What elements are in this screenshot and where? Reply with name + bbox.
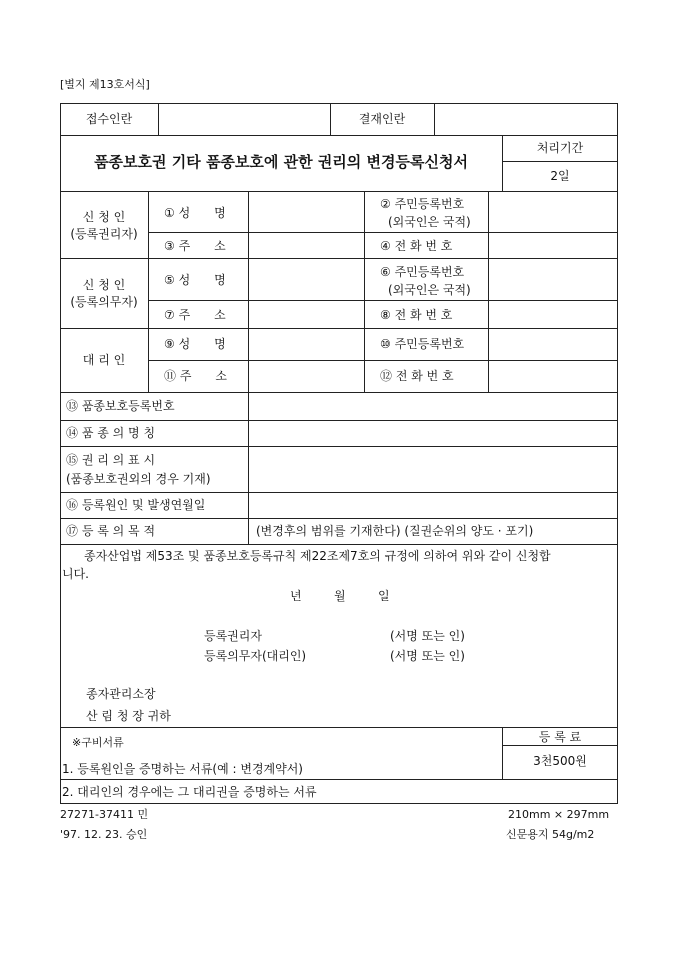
attachment-item-1: 1. 등록원인을 증명하는 서류(예 : 변경계약서) xyxy=(62,762,303,776)
fee-value: 3천500원 xyxy=(533,754,587,768)
attachment-item-2: 2. 대리인의 경우에는 그 대리권을 증명하는 서류 xyxy=(62,785,317,799)
holder-rrn-sublabel: (외국인은 국적) xyxy=(388,215,471,229)
processing-period-value: 2일 xyxy=(550,169,570,183)
holder-signature-field[interactable]: (서명 또는 인) xyxy=(390,629,465,643)
agent-name-label: ⑨ 성 명 xyxy=(164,337,226,351)
attachments-title: ※구비서류 xyxy=(72,736,124,749)
obligor-address-field[interactable] xyxy=(249,301,363,327)
purpose-value: (변경후의 범위를 기재한다) (질권순위의 양도 · 포기) xyxy=(256,524,534,538)
agent-phone-field[interactable] xyxy=(489,361,617,391)
reg-number-label: ⑬ 품종보호등록번호 xyxy=(66,399,175,413)
obligor-signature-field[interactable]: (서명 또는 인) xyxy=(390,649,465,663)
obligor-address-label: ⑦ 주 소 xyxy=(164,308,226,322)
form-title: 품종보호권 기타 품종보호에 관한 권리의 변경등록신청서 xyxy=(94,153,468,171)
purpose-label: ⑰ 등 록 의 목 적 xyxy=(66,524,156,538)
right-display-label: ⑮ 권 리 의 표 시 xyxy=(66,453,156,467)
variety-name-field[interactable] xyxy=(249,421,617,445)
obligor-name-field[interactable] xyxy=(249,259,363,299)
holder-name-field[interactable] xyxy=(249,192,363,231)
declaration-text: 종자산업법 제53조 및 품종보호등록규칙 제22조제7호의 규정에 의하여 위와 같이 신청합 xyxy=(84,549,551,563)
agent-rrn-label: ⑩ 주민등록번호 xyxy=(380,337,465,351)
agent-group-label: 대 리 인 xyxy=(82,353,126,367)
holder-group-sublabel: (등록권리자) xyxy=(70,227,138,241)
approval-stamp-label: 결재인란 xyxy=(358,112,406,126)
holder-address-field[interactable] xyxy=(249,233,363,257)
cause-label: ⑯ 등록원인 및 발생연월일 xyxy=(66,498,206,512)
obligor-group-sublabel: (등록의무자) xyxy=(70,295,138,309)
obligor-phone-field[interactable] xyxy=(489,301,617,327)
obligor-rrn-sublabel: (외국인은 국적) xyxy=(388,283,471,297)
obligor-group-label: 신 청 인 xyxy=(82,278,126,292)
date-month: 월 xyxy=(334,589,346,603)
obligor-signature-label: 등록의무자(대리인) xyxy=(204,649,307,663)
agent-phone-label: ⑫ 전 화 번 호 xyxy=(380,369,454,383)
approval-stamp-field[interactable] xyxy=(435,104,617,134)
cause-field[interactable] xyxy=(249,493,617,517)
right-display-sublabel: (품종보호권외의 경우 기재) xyxy=(66,472,211,486)
paper-type: 신문용지 54g/m2 xyxy=(506,828,595,841)
recipient-line2: 산 림 청 장 귀하 xyxy=(86,709,171,723)
reg-number-field[interactable] xyxy=(249,393,617,419)
holder-rrn-label: ② 주민등록번호 xyxy=(380,197,465,211)
agent-name-field[interactable] xyxy=(249,329,363,359)
approval-date: '97. 12. 23. 승인 xyxy=(60,828,148,841)
holder-address-label: ③ 주 소 xyxy=(164,239,226,253)
processing-period-label: 처리기간 xyxy=(536,141,584,155)
obligor-rrn-label: ⑥ 주민등록번호 xyxy=(380,265,465,279)
receipt-stamp-label: 접수인란 xyxy=(85,112,133,126)
obligor-rrn-field[interactable] xyxy=(489,259,617,299)
holder-group-label: 신 청 인 xyxy=(82,210,126,224)
date-day: 일 xyxy=(378,589,390,603)
obligor-phone-label: ⑧ 전 화 번 호 xyxy=(380,308,453,322)
date-year: 년 xyxy=(290,589,302,603)
holder-rrn-field[interactable] xyxy=(489,192,617,231)
variety-name-label: ⑭ 품 종 의 명 칭 xyxy=(66,426,156,440)
holder-phone-field[interactable] xyxy=(489,233,617,257)
form-code: 27271-37411 민 xyxy=(60,808,149,821)
form-number: [별지 제13호서식] xyxy=(60,78,150,91)
recipient-line1: 종자관리소장 xyxy=(86,687,156,701)
declaration-text-end: 니다. xyxy=(62,567,89,581)
fee-label: 등 록 료 xyxy=(538,730,582,744)
holder-signature-label: 등록권리자 xyxy=(204,629,262,643)
right-display-field[interactable] xyxy=(249,447,617,491)
agent-address-label: ⑪ 주 소 xyxy=(164,369,227,383)
agent-rrn-field[interactable] xyxy=(489,329,617,359)
paper-size: 210mm × 297mm xyxy=(508,808,610,821)
holder-name-label: ① 성 명 xyxy=(164,206,226,220)
agent-address-field[interactable] xyxy=(249,361,363,391)
receipt-stamp-field[interactable] xyxy=(159,104,329,134)
holder-phone-label: ④ 전 화 번 호 xyxy=(380,239,453,253)
obligor-name-label: ⑤ 성 명 xyxy=(164,273,226,287)
